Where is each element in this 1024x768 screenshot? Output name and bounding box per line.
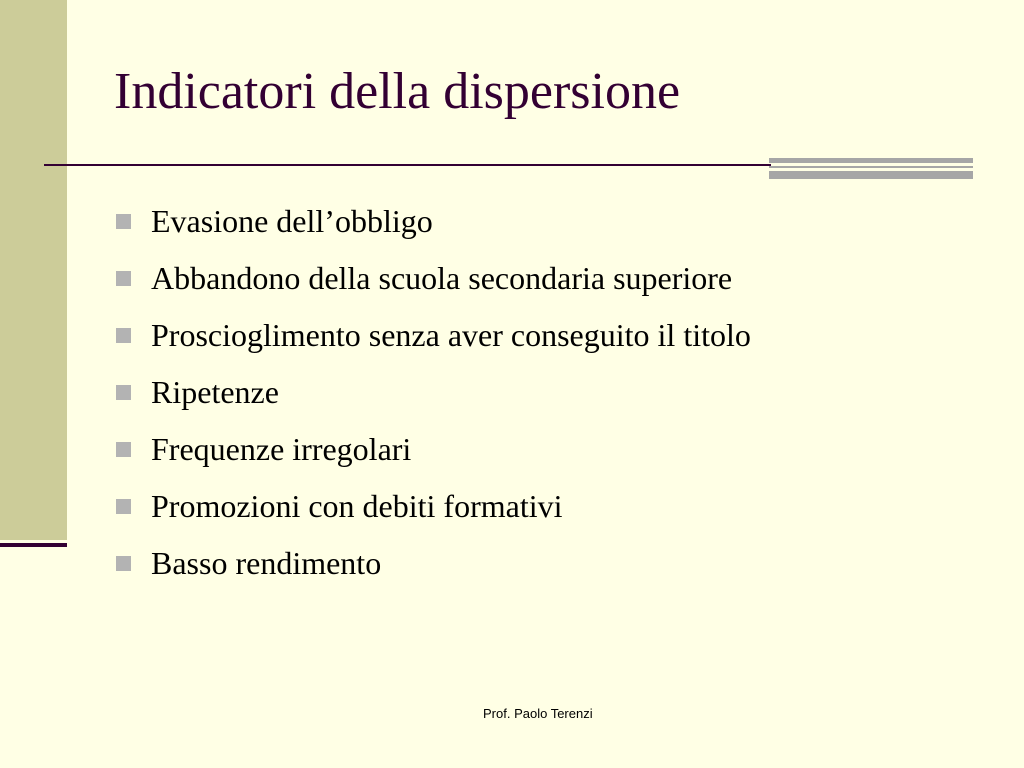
bullet-list xyxy=(116,192,751,591)
bullet-item xyxy=(116,363,751,420)
slide-title: Indicatori della dispersione xyxy=(114,63,681,120)
footer-author: Prof. Paolo Terenzi xyxy=(483,706,593,721)
bullet-item xyxy=(116,249,751,306)
bullet-item xyxy=(116,534,751,591)
bullet-text: Proscioglimento senza aver conseguito il titolo xyxy=(151,316,751,353)
side-accent-line xyxy=(0,543,67,547)
bullet-item xyxy=(116,477,751,534)
decor-bar-bottom xyxy=(769,171,973,179)
decor-bar-top xyxy=(769,158,973,163)
square-bullet-icon xyxy=(116,214,131,229)
square-bullet-icon xyxy=(116,271,131,286)
decor-bar-middle xyxy=(769,166,973,168)
bullet-text: Basso rendimento xyxy=(151,544,382,581)
bullet-text: Evasione dell’obbligo xyxy=(151,202,433,239)
bullet-item xyxy=(116,306,751,363)
square-bullet-icon xyxy=(116,556,131,571)
bullet-text: Promozioni con debiti formativi xyxy=(151,487,563,524)
square-bullet-icon xyxy=(116,442,131,457)
bullet-item xyxy=(116,420,751,477)
square-bullet-icon xyxy=(116,385,131,400)
bullet-item xyxy=(116,192,751,249)
bullet-text: Frequenze irregolari xyxy=(151,430,412,467)
square-bullet-icon xyxy=(116,328,131,343)
square-bullet-icon xyxy=(116,499,131,514)
bullet-text: Abbandono della scuola secondaria superiore xyxy=(151,259,733,296)
bullet-text: Ripetenze xyxy=(151,373,279,410)
side-decor-band xyxy=(0,0,67,540)
title-underline-rule xyxy=(44,164,771,166)
